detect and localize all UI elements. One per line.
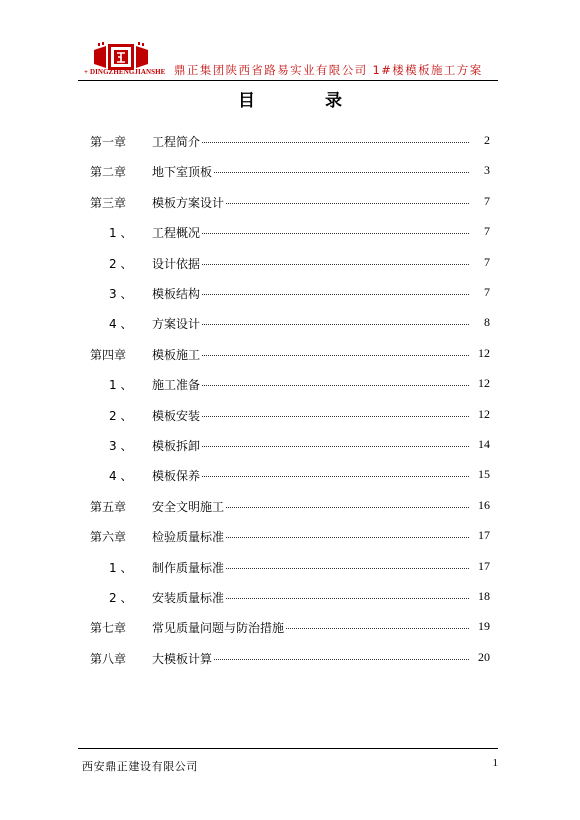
toc-page-number: 7: [484, 194, 490, 208]
toc-entry-title: 设计依据: [152, 257, 201, 271]
toc-page-number: 15: [478, 467, 490, 481]
toc-chapter-number: 第二章: [90, 165, 127, 179]
toc-entry-title: 常见质量问题与防治措施: [152, 621, 285, 635]
toc-entry-title: 工程简介: [152, 135, 201, 149]
toc-section-number: 3 、: [109, 287, 133, 301]
toc-heading: 目 录: [238, 91, 374, 111]
toc-section-number: 4 、: [109, 469, 133, 483]
toc-page-number: 20: [478, 650, 490, 664]
toc-page-number: 12: [478, 346, 490, 360]
page-header: [78, 34, 498, 84]
toc-entry-title: 模板安装: [152, 409, 201, 423]
toc-entry-title: 地下室顶板: [152, 165, 213, 179]
toc-section-number: 2 、: [109, 591, 133, 605]
toc-page-number: 19: [478, 619, 490, 633]
toc-entry-title: 模板结构: [152, 287, 201, 301]
toc-section-number: 1 、: [109, 226, 133, 240]
footer-divider: [78, 748, 498, 749]
toc-chapter-number: 第三章: [90, 196, 127, 210]
toc-page-number: 12: [478, 407, 490, 421]
logo-caption: + DINGZHENGJIANSHE: [84, 68, 166, 76]
toc-page-number: 18: [478, 589, 490, 603]
toc-entry[interactable]: [0, 285, 580, 301]
toc-entry[interactable]: [0, 437, 580, 453]
toc-section-number: 4 、: [109, 317, 133, 331]
toc-entry[interactable]: [0, 315, 580, 331]
toc-entry[interactable]: [0, 528, 580, 544]
toc-entry-title: 工程概况: [152, 226, 201, 240]
toc-entry-title: 模板拆卸: [152, 439, 201, 453]
toc-chapter-number: 第八章: [90, 652, 127, 666]
toc-section-number: 3 、: [109, 439, 133, 453]
toc-chapter-number: 第五章: [90, 500, 127, 514]
toc-section-number: 2 、: [109, 409, 133, 423]
toc-entry[interactable]: [0, 376, 580, 392]
toc-page-number: 12: [478, 376, 490, 390]
toc-entry-title: 安全文明施工: [152, 500, 225, 514]
toc-entry[interactable]: [0, 559, 580, 575]
header-divider: [78, 80, 498, 81]
toc-section-number: 1 、: [109, 561, 133, 575]
toc-entry-title: 安装质量标准: [152, 591, 225, 605]
toc-page-number: 7: [484, 285, 490, 299]
toc-entry[interactable]: [0, 589, 580, 605]
toc-page-number: 8: [484, 315, 490, 329]
toc-entry[interactable]: [0, 133, 580, 149]
toc-chapter-number: 第七章: [90, 621, 127, 635]
toc-page-number: 2: [484, 133, 490, 147]
toc-entry[interactable]: [0, 224, 580, 240]
toc-entry-title: 制作质量标准: [152, 561, 225, 575]
toc-entry-title: 施工准备: [152, 378, 201, 392]
toc-entry-title: 大模板计算: [152, 652, 213, 666]
toc-page-number: 16: [478, 498, 490, 512]
toc-entry-title: 模板保养: [152, 469, 201, 483]
toc-entry[interactable]: [0, 346, 580, 362]
toc-entry[interactable]: [0, 255, 580, 271]
toc-page-number: 7: [484, 255, 490, 269]
toc-page-number: 3: [484, 163, 490, 177]
toc-entry[interactable]: [0, 163, 580, 179]
toc-entry[interactable]: [0, 467, 580, 483]
toc-page-number: 17: [478, 528, 490, 542]
toc-page-number: 7: [484, 224, 490, 238]
toc-entry[interactable]: [0, 619, 580, 635]
toc-chapter-number: 第一章: [90, 135, 127, 149]
document-header-title: 鼎正集团陕西省路易实业有限公司 1#楼模板施工方案: [174, 63, 483, 77]
toc-entry-title: 模板方案设计: [152, 196, 225, 210]
toc-entry[interactable]: [0, 194, 580, 210]
toc-chapter-number: 第六章: [90, 530, 127, 544]
toc-section-number: 2 、: [109, 257, 133, 271]
toc-entry[interactable]: [0, 407, 580, 423]
footer-company-name: 西安鼎正建设有限公司: [82, 760, 198, 773]
toc-entry[interactable]: [0, 498, 580, 514]
toc-entry[interactable]: [0, 650, 580, 666]
toc-entry-title: 模板施工: [152, 348, 201, 362]
toc-page-number: 14: [478, 437, 490, 451]
toc-entry-title: 方案设计: [152, 317, 201, 331]
footer-page-number: 1: [492, 757, 498, 769]
toc-chapter-number: 第四章: [90, 348, 127, 362]
toc-page-number: 17: [478, 559, 490, 573]
toc-section-number: 1 、: [109, 378, 133, 392]
toc-entry-title: 检验质量标准: [152, 530, 225, 544]
